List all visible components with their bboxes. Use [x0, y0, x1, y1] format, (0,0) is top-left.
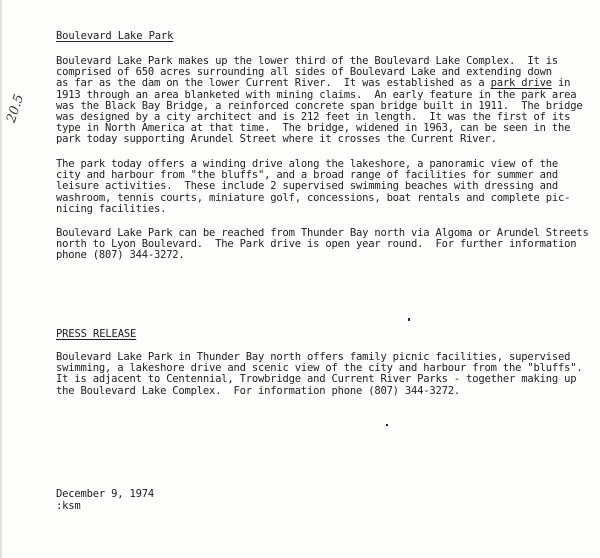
text-line: washroom, tennis courts, miniature golf, concessions, boat rentals and complete pic- [56, 191, 571, 204]
text-line: leisure activities. These include 2 supervised swimming beaches with dressing and [56, 180, 558, 193]
paragraph-history [56, 55, 583, 146]
text-line: the Boulevard Lake Complex. For information phone (807) 344-3272. [56, 384, 461, 397]
scan-speck [386, 424, 388, 426]
handwritten-margin-note: 20.5 [4, 92, 28, 125]
typist-initials: :ksm [56, 500, 81, 512]
text-line: type in North America at that time. The bridge, widened in 1963, can be seen in the [56, 122, 571, 135]
scan-speck [408, 318, 410, 321]
text-line: city and harbour from "the bluffs", and a broad range of facilities for summer and [56, 169, 558, 182]
paragraph-facilities [56, 158, 571, 215]
text-line: Boulevard Lake Park makes up the lower third of the Boulevard Lake Complex. It is [56, 55, 558, 67]
text-line: nicing facilities. [56, 202, 167, 215]
text-segment: in [551, 77, 571, 90]
text-line [56, 77, 571, 90]
text-segment: as far as the dam on the lower Current River. It was established as a [56, 77, 491, 90]
text-line: Boulevard Lake Park in Thunder Bay north offers family picnic facilities, supervised [56, 351, 571, 363]
text-line: phone (807) 344-3272. [56, 249, 185, 262]
text-line: It is adjacent to Centennial, Trowbridge and Current River Parks - together making up [56, 373, 577, 386]
text-line: park today supporting Arundel Street where it crosses the Current River. [56, 133, 497, 146]
text-line: Boulevard Lake Park can be reached from Thunder Bay north via Algoma or Arundel Streets [56, 227, 589, 239]
paragraph-access [56, 227, 589, 262]
text-line: The park today offers a winding drive along the lakeshore, a panoramic view of the [56, 158, 558, 170]
title-heading: Boulevard Lake Park [56, 30, 174, 42]
text-line: 1913 through an area blanketed with mining claims. An early feature in the park area [56, 88, 577, 101]
paragraph-press-release [56, 351, 583, 397]
text-line: was the Black Bay Bridge, a reinforced concrete span bridge built in 1911. The bridge [56, 99, 583, 112]
text-line: comprised of 650 acres surrounding all sides of Boulevard Lake and extending down [56, 66, 552, 79]
underlined-phrase: park drive [490, 77, 552, 90]
text-line: was designed by a city architect and is 212 feet in length. It was the first of its [56, 111, 571, 124]
press-release-heading: PRESS RELEASE [56, 328, 137, 340]
document-date: December 9, 1974 [56, 488, 154, 500]
text-line: north to Lyon Boulevard. The Park drive is open year round. For further information [56, 238, 577, 251]
scan-edge [0, 0, 3, 558]
text-line: swimming, a lakeshore drive and scenic view of the city and harbour from the "bluffs". [56, 362, 583, 375]
